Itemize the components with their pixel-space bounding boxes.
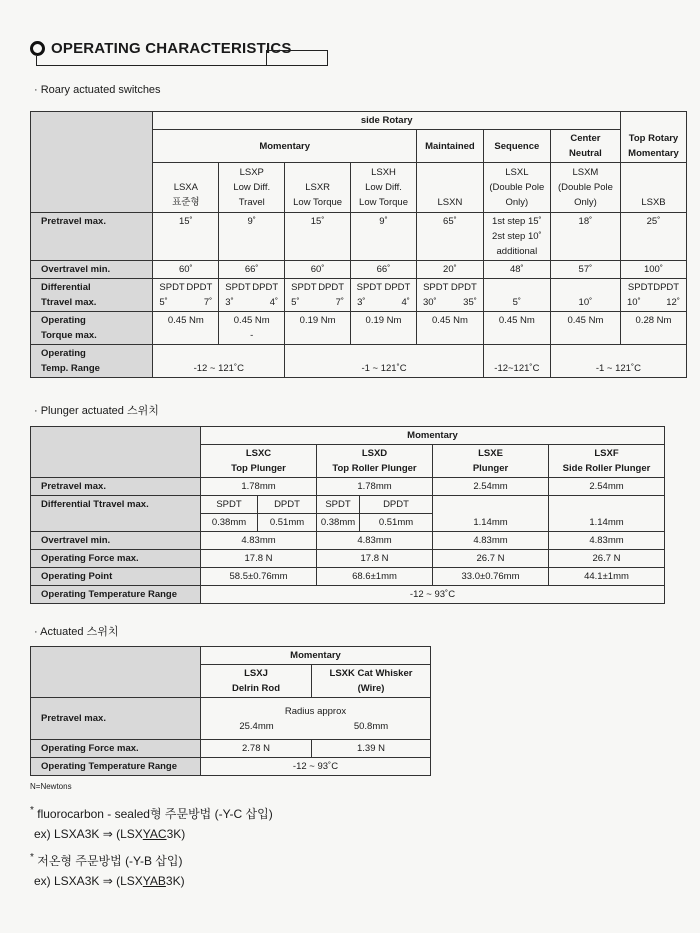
center-neutral-header: Center Neutral xyxy=(550,130,620,163)
group-header: side Rotary xyxy=(153,112,621,130)
footnote-1: * fluorocarbon - sealed형 주문방법 (-Y-C 삽입) xyxy=(30,805,273,821)
title-box-rule xyxy=(266,50,328,66)
section2-title: · Plunger actuated 스위치 xyxy=(34,405,159,417)
example-2: ex) LSXA3K ⇒ (LSXYAB3K) xyxy=(34,874,185,888)
maintained-header: Maintained xyxy=(416,130,483,163)
footnote-2: * 저온형 주문방법 (-Y-B 삽입) xyxy=(30,852,183,868)
plunger-table: Momentary LSXC Top Plunger LSXD Top Roller Plunger LSXE Plunger LSXF Side Roller Plunger Pretravel max. 1.78mm 1.78mm 2.54mm 2.54mm Differential Ttravel max. SPDT DPDT SPDT DPDT 0.38mm 0.51mm 0.38mm 0.51mm 1.14mm 1.14mm Overtravel min. 4.83mm 4.83mm 4.83mm 4.83mm Operating Force max. 17.8 N 17.8 N 26.7 N 26.7 N Operating Point 58.5±0.76mm 68.6±1mm 33.0±0.76mm 44.1±1mm Operating Temperature Range -12 ~ 93˚C xyxy=(30,426,665,604)
model-lsxl: LSXL (Double Pole Only) xyxy=(483,163,550,213)
page-title: OPERATING CHARACTERISTICS xyxy=(30,40,292,57)
rotary-table: side Rotary Momentary Maintained Sequence Center Neutral Top Rotary Momentary LSXA 표준형 LSXP Low Diff. Travel LSXR Low Torque LSXH Low Diff. Low Torque LSXN LSXL (Double Pole Only) LSXM (Double Pole Only) LSXB Pretravel max. 15˚ 9˚ 15˚ 9˚ 65˚ 1st step 15˚ 2st step 10˚ additional 18˚ 25˚ Overtravel min. 60˚ 66˚ 60˚ 66˚ 20˚ 48˚ 57˚ 100˚ Differential Ttravel max. SPDT DPDT 5˚ 7˚ SPDT DPDT 3˚ 4˚ SPDT DPDT 5˚ 7˚ SPDT DPDT 3˚ 4˚ SPDT DPDT 30˚ 35˚ 5˚ 10˚ SPDTDPDT 10˚ 12˚ Operating Torque max. 0.45 Nm 0.45 Nm - 0.19 Nm 0.19 Nm 0.45 Nm 0.45 Nm 0.45 Nm 0.28 Nm Operating Temp. Range -12 ~ 121˚C -1 ~ 121˚C -12~121˚C -1 ~ 121˚C xyxy=(30,111,687,378)
model-lsxm: LSXM (Double Pole Only) xyxy=(550,163,620,213)
model-lsxa: LSXA 표준형 xyxy=(153,163,219,213)
circle-bullet-icon xyxy=(30,41,45,56)
actuated-table: Momentary LSXJ Delrin Rod LSXK Cat Whisker (Wire) Pretravel max. Radius approx 25.4mm 50.8mm Operating Force max. 2.78 N 1.39 N Operating Temperature Range -12 ~ 93˚C xyxy=(30,646,431,776)
sequence-pretravel: 1st step 15˚ 2st step 10˚ additional xyxy=(483,213,550,261)
newtons-note: N=Newtons xyxy=(30,782,72,791)
model-lsxb: LSXB xyxy=(621,163,687,213)
model-lsxh: LSXH Low Diff. Low Torque xyxy=(351,163,417,213)
row-label-pretravel: Pretravel max. xyxy=(31,213,153,261)
model-lsxn: LSXN xyxy=(416,163,483,213)
row-label-overtravel: Overtravel min. xyxy=(31,261,153,279)
corner-cell xyxy=(31,112,153,213)
section1-title: · Roary actuated switches xyxy=(34,84,161,96)
sequence-header: Sequence xyxy=(483,130,550,163)
row-label-torque: Operating Torque max. xyxy=(31,312,153,345)
momentary-header: Momentary xyxy=(153,130,417,163)
row-label-temp: Operating Temp. Range xyxy=(31,345,153,378)
group-header-2: Momentary xyxy=(201,427,665,445)
section3-title: · Actuated 스위치 xyxy=(34,626,119,638)
top-rotary-header: Top Rotary Momentary xyxy=(621,130,687,163)
model-lsxp: LSXP Low Diff. Travel xyxy=(219,163,285,213)
row-label-differential: Differential Ttravel max. xyxy=(31,279,153,312)
example-1: ex) LSXA3K ⇒ (LSXYAC3K) xyxy=(34,827,186,841)
model-lsxr: LSXR Low Torque xyxy=(285,163,351,213)
